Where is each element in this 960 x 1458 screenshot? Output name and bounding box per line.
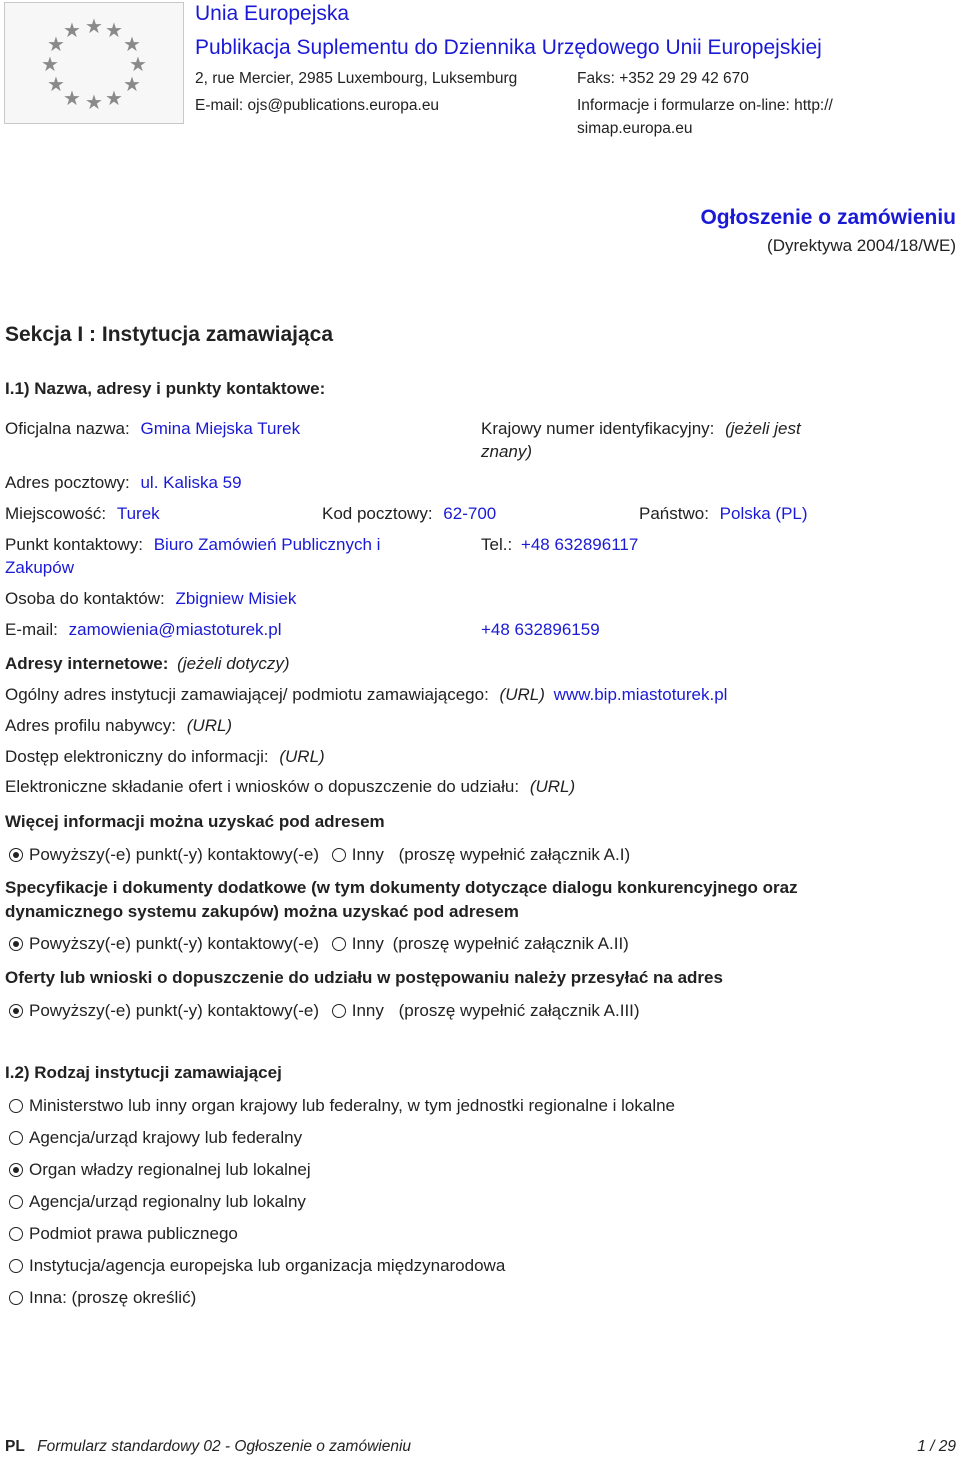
- postcode-label: Kod pocztowy:: [322, 504, 433, 523]
- specs-other-note: (proszę wypełnić załącznik A.II): [392, 934, 629, 953]
- tel-row: [481, 535, 638, 555]
- footer-page: 1 / 29: [917, 1438, 956, 1455]
- more-info-opt-other: Inny: [351, 845, 384, 864]
- fax-value: +48 632896159: [481, 620, 600, 639]
- header-publication: Publikacja Suplementu do Dziennika Urzędowego Unii Europejskiej: [195, 36, 822, 59]
- eu-flag-logo: ★ ★ ★ ★ ★ ★ ★ ★ ★ ★ ★ ★: [4, 2, 184, 124]
- tel-label: Tel.:: [481, 535, 513, 554]
- authority-type-label: Podmiot prawa publicznego: [29, 1224, 238, 1243]
- radio-unchecked-icon[interactable]: [332, 1004, 346, 1018]
- specs-opt-other: Inny: [351, 934, 384, 953]
- footer-lang: PL: [5, 1438, 25, 1455]
- authority-type-label: Ministerstwo lub inny organ krajowy lub federalny, w tym jednostki regionalne i lokalne: [29, 1096, 675, 1115]
- official-name-row: [5, 419, 300, 439]
- specs-opt-above: Powyższy(-e) punkt(-y) kontaktowy(-e): [29, 934, 320, 953]
- header-email[interactable]: E-mail: ojs@publications.europa.eu: [195, 97, 440, 114]
- more-info-heading: Więcej informacji można uzyskać pod adresem: [5, 812, 385, 831]
- subsection-1-1: I.1) Nazwa, adresy i punkty kontaktowe:: [5, 379, 326, 398]
- buyer-profile-label: Adres profilu nabywcy:: [5, 716, 177, 735]
- radio-unchecked-icon[interactable]: [9, 1291, 23, 1305]
- radio-unchecked-icon[interactable]: [9, 1099, 23, 1113]
- email-value[interactable]: zamowienia@miastoturek.pl: [68, 620, 282, 639]
- authority-type-label: Agencja/urząd krajowy lub federalny: [29, 1128, 303, 1147]
- electronic-access-label: Dostęp elektroniczny do informacji:: [5, 747, 269, 766]
- national-id-label: Krajowy numer identyfikacyjny:: [481, 419, 715, 438]
- general-url-tag: (URL): [499, 685, 545, 704]
- radio-unchecked-icon[interactable]: [9, 1259, 23, 1273]
- postcode-row: [322, 504, 496, 524]
- offers-options: [9, 1001, 640, 1021]
- header-org: Unia Europejska: [195, 2, 350, 25]
- contact-row: [5, 535, 380, 555]
- electronic-submission-row: [5, 777, 575, 797]
- internet-row: [5, 654, 290, 674]
- header-info-line1: Informacje i formularze on-line: http://: [577, 97, 833, 114]
- footer-form: Formularz standardowy 02 - Ogłoszenie o zamówieniu: [37, 1438, 412, 1455]
- person-label: Osoba do kontaktów:: [5, 589, 165, 608]
- header-info-link[interactable]: simap.europa.eu: [577, 120, 693, 137]
- radio-unchecked-icon[interactable]: [9, 1227, 23, 1241]
- authority-type-label: Organ władzy regionalnej lub lokalnej: [29, 1160, 311, 1179]
- buyer-profile-url-tag: (URL): [186, 716, 233, 735]
- official-name-value: Gmina Miejska Turek: [140, 419, 301, 438]
- header-fax: Faks: +352 29 29 42 670: [577, 70, 749, 87]
- postal-value: ul. Kaliska 59: [140, 473, 242, 492]
- town-row: [5, 504, 160, 524]
- contact-label: Punkt kontaktowy:: [5, 535, 143, 554]
- tel-value: +48 632896117: [520, 535, 639, 554]
- more-info-options: [9, 845, 630, 865]
- offers-heading: Oferty lub wnioski o dopuszczenie do udziału w postępowaniu należy przesyłać na adres: [5, 968, 723, 987]
- contact-value-2: Zakupów: [5, 558, 74, 577]
- town-label: Miejscowość:: [5, 504, 107, 523]
- authority-type-label: Inna: (proszę określić): [29, 1288, 197, 1307]
- national-id-row: [481, 419, 801, 439]
- electronic-access-row: [5, 747, 325, 767]
- electronic-access-url-tag: (URL): [279, 747, 325, 766]
- postal-row: [5, 473, 242, 493]
- more-info-opt-above: Powyższy(-e) punkt(-y) kontaktowy(-e): [29, 845, 320, 864]
- radio-unchecked-icon[interactable]: [332, 848, 346, 862]
- radio-unchecked-icon[interactable]: [332, 937, 346, 951]
- country-row: [639, 504, 808, 524]
- footer-left: [5, 1438, 411, 1456]
- radio-unchecked-icon[interactable]: [9, 1195, 23, 1209]
- authority-type-item: [9, 1160, 311, 1180]
- general-url-link[interactable]: www.bip.miastoturek.pl: [553, 685, 728, 704]
- authority-type-item: [9, 1224, 238, 1244]
- town-value: Turek: [116, 504, 160, 523]
- specs-heading-2: dynamicznego systemu zakupów) można uzyskać pod adresem: [5, 902, 519, 921]
- radio-checked-icon[interactable]: [9, 1004, 23, 1018]
- authority-type-item: [9, 1192, 306, 1212]
- country-label: Państwo:: [639, 504, 709, 523]
- offers-opt-other: Inny: [351, 1001, 384, 1020]
- notice-directive: (Dyrektywa 2004/18/WE): [767, 236, 956, 255]
- radio-checked-icon[interactable]: [9, 848, 23, 862]
- person-row: [5, 589, 296, 609]
- authority-type-item: [9, 1256, 505, 1276]
- offers-opt-above: Powyższy(-e) punkt(-y) kontaktowy(-e): [29, 1001, 320, 1020]
- general-url-row: [5, 685, 727, 705]
- more-info-other-note: (proszę wypełnić załącznik A.I): [398, 845, 631, 864]
- authority-type-label: Agencja/urząd regionalny lub lokalny: [29, 1192, 306, 1211]
- authority-type-label: Instytucja/agencja europejska lub organizacja międzynarodowa: [29, 1256, 506, 1275]
- general-url-label: Ogólny adres instytucji zamawiającej/ podmiotu zamawiającego:: [5, 685, 489, 704]
- electronic-submission-url-tag: (URL): [529, 777, 576, 796]
- internet-label: Adresy internetowe:: [5, 654, 169, 673]
- postcode-value: 62-700: [443, 504, 497, 523]
- electronic-submission-label: Elektroniczne składanie ofert i wniosków o dopuszczenie do udziału:: [5, 777, 520, 796]
- national-id-note: (jeżeli jest: [725, 419, 801, 438]
- subsection-1-2: I.2) Rodzaj instytucji zamawiającej: [5, 1063, 282, 1082]
- authority-type-item: [9, 1288, 196, 1308]
- national-id-note-2: znany): [481, 442, 533, 461]
- official-name-label: Oficjalna nazwa:: [5, 419, 130, 438]
- contact-value-1: Biuro Zamówień Publicznych i: [153, 535, 381, 554]
- person-value: Zbigniew Misiek: [175, 589, 297, 608]
- authority-type-item: [9, 1096, 675, 1116]
- offers-other-note: (proszę wypełnić załącznik A.III): [398, 1001, 640, 1020]
- internet-note: (jeżeli dotyczy): [177, 654, 290, 673]
- country-value: Polska (PL): [719, 504, 808, 523]
- specs-options: [9, 934, 629, 954]
- email-row: [5, 620, 281, 640]
- postal-label: Adres pocztowy:: [5, 473, 130, 492]
- radio-unchecked-icon[interactable]: [9, 1131, 23, 1145]
- specs-heading-1: Specyfikacje i dokumenty dodatkowe (w tym dokumenty dotyczące dialogu konkurencyjnego oraz: [5, 878, 798, 897]
- section-heading: Sekcja I : Instytucja zamawiająca: [5, 323, 334, 346]
- radio-checked-icon[interactable]: [9, 937, 23, 951]
- buyer-profile-row: [5, 716, 232, 736]
- authority-type-item: [9, 1128, 302, 1148]
- radio-checked-icon[interactable]: [9, 1163, 23, 1177]
- header-address: 2, rue Mercier, 2985 Luxembourg, Luksemburg: [195, 70, 518, 87]
- email-label: E-mail:: [5, 620, 58, 639]
- notice-title: Ogłoszenie o zamówieniu: [700, 206, 956, 229]
